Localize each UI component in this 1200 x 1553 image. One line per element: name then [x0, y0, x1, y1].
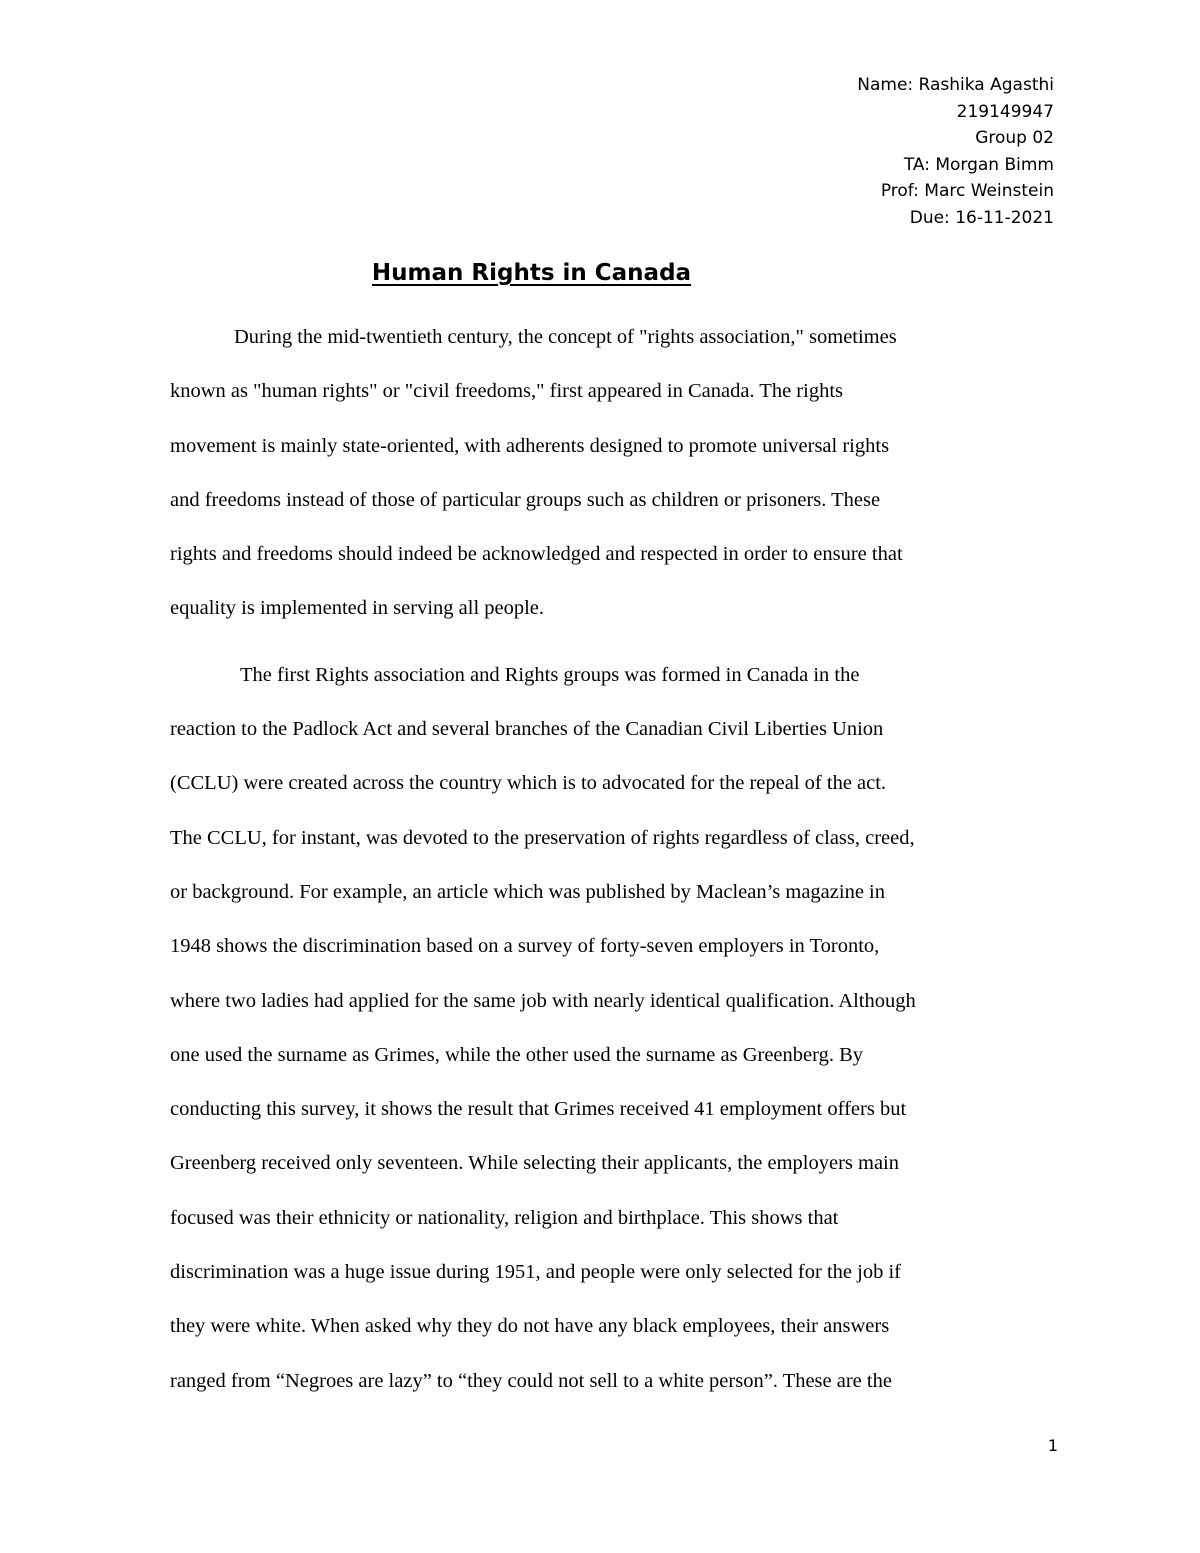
- text-line: discrimination was a huge issue during 1951, and people were only selected for the job if: [170, 1261, 901, 1284]
- text-line: one used the surname as Grimes, while the other used the surname as Greenberg. By: [170, 1043, 864, 1066]
- page-number: 1: [1047, 1436, 1058, 1455]
- text-line: movement is mainly state-oriented, with adherents designed to promote universal rights: [170, 434, 890, 457]
- text-line: 1948 shows the discrimination based on a survey of forty-seven employers in Toronto,: [170, 935, 880, 958]
- text-line: rights and freedoms should indeed be acknowledged and respected in order to ensure that: [170, 543, 903, 566]
- essay-body: [170, 310, 1048, 1408]
- paragraph-1: [170, 310, 1048, 636]
- text-line: (CCLU) were created across the country which is to advocated for the repeal of the act.: [170, 772, 887, 795]
- text-line: and freedoms instead of those of particular groups such as children or prisoners. These: [170, 488, 881, 511]
- text-line: The CCLU, for instant, was devoted to the preservation of rights regardless of class, creed,: [170, 826, 915, 849]
- text-line: The first Rights association and Rights groups was formed in Canada in the: [240, 663, 860, 686]
- text-line: conducting this survey, it shows the result that Grimes received 41 employment offers but: [170, 1098, 907, 1121]
- ta-label: TA: Morgan Bimm: [903, 154, 1054, 175]
- text-line: known as "human rights" or "civil freedoms," first appeared in Canada. The rights: [170, 380, 843, 403]
- student-name: Name: Rashika Agasthi: [857, 75, 1054, 95]
- student-info-header: [857, 72, 1054, 232]
- due-date: Due: 16-11-2021: [909, 207, 1054, 228]
- student-id: 219149947: [956, 101, 1054, 122]
- text-line: they were white. When asked why they do not have any black employees, their answers: [170, 1315, 890, 1338]
- text-line: or background. For example, an article which was published by Maclean’s magazine in: [170, 880, 885, 903]
- text-line: ranged from “Negroes are lazy” to “they could not sell to a white person”. These are the: [170, 1369, 892, 1392]
- essay-title: Human Rights in Canada: [371, 260, 692, 286]
- text-line: reaction to the Padlock Act and several branches of the Canadian Civil Liberties Union: [170, 718, 884, 741]
- text-line: During the mid-twentieth century, the concept of "rights association," sometimes: [234, 326, 897, 348]
- paragraph-2: [170, 648, 1048, 1408]
- text-line: Greenberg received only seventeen. While selecting their applicants, the employers main: [170, 1152, 900, 1175]
- text-line: focused was their ethnicity or nationality, religion and birthplace. This shows that: [170, 1206, 839, 1229]
- text-line: where two ladies had applied for the same job with nearly identical qualification. Although: [170, 989, 916, 1012]
- text-line: equality is implemented in serving all people.: [170, 597, 545, 620]
- prof-label: Prof: Marc Weinstein: [880, 181, 1054, 202]
- group-label: Group 02: [975, 128, 1054, 149]
